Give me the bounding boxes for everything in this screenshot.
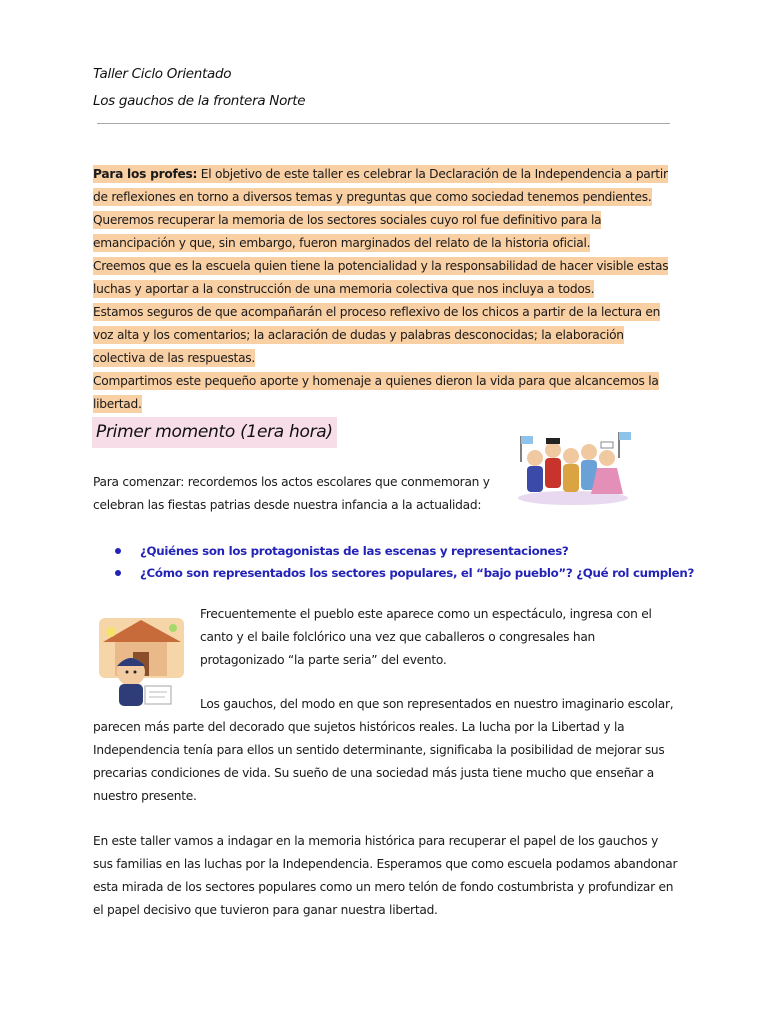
list-item bbox=[115, 562, 715, 584]
teacher-note-paragraph: Creemos que es la escuela quien tiene la potencialidad y la responsabilidad de hacer visible estas luchas y aportar a la construcción de una memoria colectiva que nos incluya a todos. bbox=[93, 259, 669, 296]
body-paragraph-3: En este taller vamos a indagar en la memoria histórica para recuperar el papel de los gauchos y sus familias en las luchas por la Independencia. Esperamos que como escuela podamos abandonar esta mirada de los sectores populares como un mero telón de fondo costumbrista y profundizar en el papel decisivo que tuvieron para ganar nuestra libertad. bbox=[93, 834, 678, 917]
header-divider bbox=[97, 123, 670, 124]
list-item bbox=[115, 540, 715, 562]
header-title: Taller Ciclo Orientado bbox=[93, 66, 232, 82]
header-subtitle: Los gauchos de la frontera Norte bbox=[93, 93, 306, 109]
crowd-celebration-illustration bbox=[515, 428, 633, 506]
bullet-icon bbox=[115, 548, 121, 554]
body-paragraph-1: Frecuentemente el pueblo este aparece como un espectáculo, ingresa con el canto y el baile folclórico una vez que caballeros o congresales han protagonizado “la parte seria” del evento. bbox=[200, 607, 652, 667]
question-text: ¿Cómo son representados los sectores populares, el “bajo pueblo”? ¿Qué rol cumplen? bbox=[140, 566, 695, 580]
bullet-icon bbox=[115, 570, 121, 576]
section-heading: Primer momento (1era hora) bbox=[92, 417, 337, 448]
teacher-note bbox=[93, 163, 678, 416]
question-list bbox=[115, 540, 715, 584]
intro-paragraph: Para comenzar: recordemos los actos escolares que conmemoran y celebran las fiestas patrias desde nuestra infancia a la actualidad: bbox=[93, 475, 490, 512]
teacher-note-paragraph: Estamos seguros de que acompañarán el proceso reflexivo de los chicos a partir de la lectura en voz alta y los comentarios; la aclaración de dudas y palabras desconocidas; la elaboración colectiva de las respuestas. bbox=[93, 305, 661, 365]
teacher-note-highlight bbox=[93, 165, 668, 413]
teacher-note-paragraph: El objetivo de este taller es celebrar la Declaración de la Independencia a partir de reflexiones en torno a diversos temas y preguntas que como sociedad tenemos pendientes. Queremos recuperar la memoria de los sectores sociales cuyo rol fue definitivo para la emancipación y que, sin embargo, fueron marginados del relato de la historia oficial. bbox=[93, 167, 668, 250]
question-text: ¿Quiénes son los protagonistas de las escenas y representaciones? bbox=[140, 544, 569, 558]
body-paragraph-2: Los gauchos, del modo en que son representados en nuestro imaginario escolar, parecen más parte del decorado que sujetos históricos reales. La lucha por la Libertad y la Independencia tenía para ellos un sentido determinante, significaba la posibilidad de mejorar sus precarias condiciones de vida. Su sueño de una sociedad más justa tiene mucho que enseñar a nuestro presente. bbox=[93, 697, 674, 803]
teacher-note-paragraph: Compartimos este pequeño aporte y homenaje a quienes dieron la vida para que alcancemos la libertad. bbox=[93, 374, 659, 411]
teacher-note-label: Para los profes: bbox=[93, 167, 198, 181]
